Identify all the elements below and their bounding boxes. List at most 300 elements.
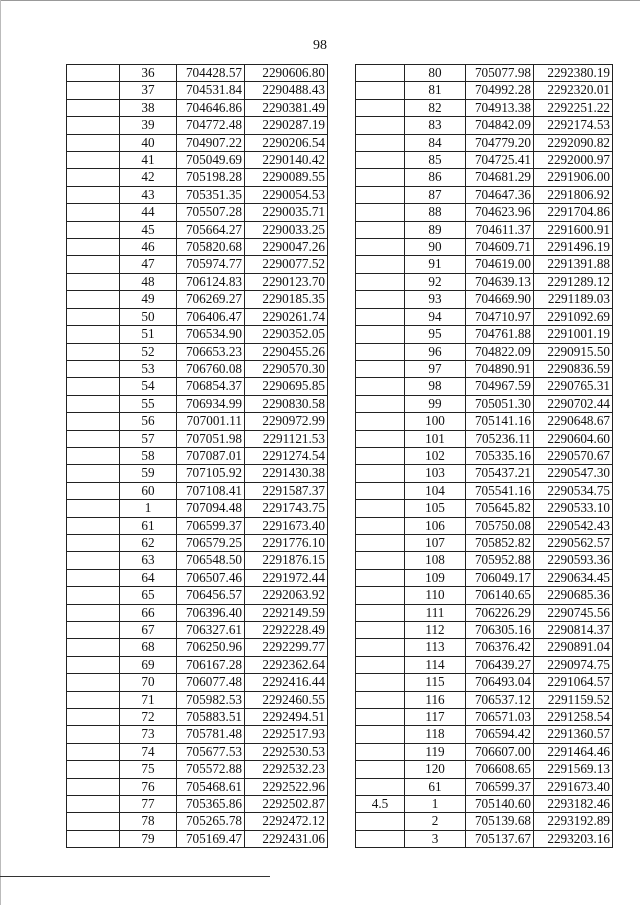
table-row [67, 534, 328, 551]
point-number-cell: 36 [120, 65, 177, 82]
section-cell [356, 169, 405, 186]
x-coordinate-cell: 706599.37 [177, 517, 245, 534]
section-cell [356, 152, 405, 169]
x-coordinate-cell: 706140.65 [466, 587, 534, 604]
table-row [67, 517, 328, 534]
y-coordinate-cell: 2290533.10 [534, 500, 613, 517]
point-number-cell: 101 [405, 430, 466, 447]
table-row [356, 291, 613, 308]
y-coordinate-cell: 2291776.10 [245, 534, 328, 551]
x-coordinate-cell: 706406.47 [177, 308, 245, 325]
point-number-cell: 80 [405, 65, 466, 82]
table-row [356, 169, 613, 186]
x-coordinate-cell: 704619.00 [466, 256, 534, 273]
table-row [67, 482, 328, 499]
section-cell [356, 709, 405, 726]
x-coordinate-cell: 705781.48 [177, 726, 245, 743]
point-number-cell: 92 [405, 273, 466, 290]
y-coordinate-cell: 2290547.30 [534, 465, 613, 482]
x-coordinate-cell: 705852.82 [466, 534, 534, 551]
section-cell [356, 691, 405, 708]
point-number-cell: 63 [120, 552, 177, 569]
point-number-cell: 82 [405, 99, 466, 116]
x-coordinate-cell: 704428.57 [177, 65, 245, 82]
y-coordinate-cell: 2292416.44 [245, 674, 328, 691]
point-number-cell: 59 [120, 465, 177, 482]
table-row [67, 604, 328, 621]
x-coordinate-cell: 704907.22 [177, 134, 245, 151]
x-coordinate-cell: 704967.59 [466, 378, 534, 395]
section-cell [67, 256, 120, 273]
point-number-cell: 39 [120, 117, 177, 134]
table-row [356, 709, 613, 726]
table-row [67, 569, 328, 586]
point-number-cell: 41 [120, 152, 177, 169]
point-number-cell: 91 [405, 256, 466, 273]
y-coordinate-cell: 2290891.04 [534, 639, 613, 656]
y-coordinate-cell: 2293203.16 [534, 830, 613, 847]
point-number-cell: 70 [120, 674, 177, 691]
table-row [67, 465, 328, 482]
x-coordinate-cell: 705645.82 [466, 500, 534, 517]
table-row [356, 569, 613, 586]
table-row [356, 273, 613, 290]
y-coordinate-cell: 2290634.45 [534, 569, 613, 586]
y-coordinate-cell: 2290261.74 [245, 308, 328, 325]
section-cell [67, 291, 120, 308]
point-number-cell: 104 [405, 482, 466, 499]
table-row [356, 99, 613, 116]
section-cell [67, 691, 120, 708]
x-coordinate-cell: 704646.86 [177, 99, 245, 116]
x-coordinate-cell: 706327.61 [177, 622, 245, 639]
section-cell [356, 639, 405, 656]
point-number-cell: 76 [120, 778, 177, 795]
table-row [67, 778, 328, 795]
y-coordinate-cell: 2290542.43 [534, 517, 613, 534]
point-number-cell: 44 [120, 204, 177, 221]
table-row [67, 726, 328, 743]
x-coordinate-cell: 705236.11 [466, 430, 534, 447]
x-coordinate-cell: 706077.48 [177, 674, 245, 691]
y-coordinate-cell: 2292530.53 [245, 743, 328, 760]
point-number-cell: 69 [120, 656, 177, 673]
point-number-cell: 106 [405, 517, 466, 534]
point-number-cell: 1 [405, 796, 466, 813]
point-number-cell: 75 [120, 761, 177, 778]
section-cell [356, 622, 405, 639]
section-cell [67, 221, 120, 238]
section-cell [356, 778, 405, 795]
y-coordinate-cell: 2290089.55 [245, 169, 328, 186]
section-cell [67, 761, 120, 778]
x-coordinate-cell: 706607.00 [466, 743, 534, 760]
point-number-cell: 45 [120, 221, 177, 238]
x-coordinate-cell: 704890.91 [466, 360, 534, 377]
coordinates-table-right [355, 64, 613, 848]
table-row [67, 691, 328, 708]
y-coordinate-cell: 2290488.43 [245, 82, 328, 99]
table-row [67, 743, 328, 760]
x-coordinate-cell: 705169.47 [177, 830, 245, 847]
table-row [67, 186, 328, 203]
y-coordinate-cell: 2291289.12 [534, 273, 613, 290]
point-number-cell: 54 [120, 378, 177, 395]
x-coordinate-cell: 705049.69 [177, 152, 245, 169]
point-number-cell: 102 [405, 447, 466, 464]
y-coordinate-cell: 2290972.99 [245, 413, 328, 430]
y-coordinate-cell: 2290035.71 [245, 204, 328, 221]
point-number-cell: 88 [405, 204, 466, 221]
x-coordinate-cell: 704779.20 [466, 134, 534, 151]
section-cell [356, 360, 405, 377]
y-coordinate-cell: 2292299.77 [245, 639, 328, 656]
point-number-cell: 112 [405, 622, 466, 639]
y-coordinate-cell: 2290648.67 [534, 413, 613, 430]
x-coordinate-cell: 705507.28 [177, 204, 245, 221]
y-coordinate-cell: 2290765.31 [534, 378, 613, 395]
section-cell [356, 761, 405, 778]
point-number-cell: 89 [405, 221, 466, 238]
x-coordinate-cell: 706760.08 [177, 360, 245, 377]
x-coordinate-cell: 706269.27 [177, 291, 245, 308]
x-coordinate-cell: 705265.78 [177, 813, 245, 830]
table-row [356, 656, 613, 673]
x-coordinate-cell: 704647.36 [466, 186, 534, 203]
y-coordinate-cell: 2292472.12 [245, 813, 328, 830]
table-row [356, 326, 613, 343]
x-coordinate-cell: 706439.27 [466, 656, 534, 673]
point-number-cell: 62 [120, 534, 177, 551]
y-coordinate-cell: 2291159.52 [534, 691, 613, 708]
point-number-cell: 55 [120, 395, 177, 412]
section-cell [67, 378, 120, 395]
point-number-cell: 52 [120, 343, 177, 360]
x-coordinate-cell: 706653.23 [177, 343, 245, 360]
section-cell [356, 221, 405, 238]
y-coordinate-cell: 2291001.19 [534, 326, 613, 343]
x-coordinate-cell: 704669.90 [466, 291, 534, 308]
point-number-cell: 1 [120, 500, 177, 517]
section-cell [67, 813, 120, 830]
x-coordinate-cell: 705141.16 [466, 413, 534, 430]
y-coordinate-cell: 2292502.87 [245, 796, 328, 813]
section-cell [67, 395, 120, 412]
table-row [356, 813, 613, 830]
table-row [67, 709, 328, 726]
section-cell [356, 830, 405, 847]
section-cell [356, 656, 405, 673]
point-number-cell: 3 [405, 830, 466, 847]
point-number-cell: 48 [120, 273, 177, 290]
x-coordinate-cell: 705677.53 [177, 743, 245, 760]
x-coordinate-cell: 705351.35 [177, 186, 245, 203]
table-row [356, 308, 613, 325]
point-number-cell: 108 [405, 552, 466, 569]
x-coordinate-cell: 706934.99 [177, 395, 245, 412]
point-number-cell: 2 [405, 813, 466, 830]
section-cell [67, 65, 120, 82]
table-row [67, 326, 328, 343]
y-coordinate-cell: 2290047.26 [245, 239, 328, 256]
y-coordinate-cell: 2291189.03 [534, 291, 613, 308]
table-row [356, 360, 613, 377]
table-row [67, 674, 328, 691]
y-coordinate-cell: 2291430.38 [245, 465, 328, 482]
y-coordinate-cell: 2290604.60 [534, 430, 613, 447]
table-row [356, 778, 613, 795]
point-number-cell: 47 [120, 256, 177, 273]
x-coordinate-cell: 706571.03 [466, 709, 534, 726]
table-row [356, 604, 613, 621]
table-row [356, 726, 613, 743]
y-coordinate-cell: 2291600.91 [534, 221, 613, 238]
point-number-cell: 113 [405, 639, 466, 656]
x-coordinate-cell: 705335.16 [466, 447, 534, 464]
y-coordinate-cell: 2291906.00 [534, 169, 613, 186]
table-row [356, 674, 613, 691]
point-number-cell: 84 [405, 134, 466, 151]
y-coordinate-cell: 2291464.46 [534, 743, 613, 760]
table-row [67, 813, 328, 830]
y-coordinate-cell: 2291673.40 [245, 517, 328, 534]
table-row [356, 552, 613, 569]
section-cell [356, 587, 405, 604]
table-row [356, 343, 613, 360]
point-number-cell: 73 [120, 726, 177, 743]
table-row [67, 378, 328, 395]
x-coordinate-cell: 704611.37 [466, 221, 534, 238]
point-number-cell: 94 [405, 308, 466, 325]
x-coordinate-cell: 705820.68 [177, 239, 245, 256]
y-coordinate-cell: 2292000.97 [534, 152, 613, 169]
section-cell [67, 500, 120, 517]
section-cell [356, 99, 405, 116]
point-number-cell: 81 [405, 82, 466, 99]
section-cell [67, 517, 120, 534]
table-row [67, 430, 328, 447]
section-cell [67, 169, 120, 186]
section-cell [67, 413, 120, 430]
section-cell [67, 134, 120, 151]
table-row [356, 622, 613, 639]
y-coordinate-cell: 2291673.40 [534, 778, 613, 795]
x-coordinate-cell: 705952.88 [466, 552, 534, 569]
section-cell [356, 378, 405, 395]
table-row [67, 239, 328, 256]
y-coordinate-cell: 2290455.26 [245, 343, 328, 360]
table-row [356, 82, 613, 99]
table-row [356, 796, 613, 813]
section-cell [67, 674, 120, 691]
x-coordinate-cell: 705468.61 [177, 778, 245, 795]
point-number-cell: 115 [405, 674, 466, 691]
table-row [356, 500, 613, 517]
section-cell [356, 117, 405, 134]
point-number-cell: 65 [120, 587, 177, 604]
table-row [67, 99, 328, 116]
table-row [356, 587, 613, 604]
x-coordinate-cell: 705077.98 [466, 65, 534, 82]
y-coordinate-cell: 2290033.25 [245, 221, 328, 238]
section-cell [67, 204, 120, 221]
section-cell [67, 482, 120, 499]
x-coordinate-cell: 706507.46 [177, 569, 245, 586]
point-number-cell: 90 [405, 239, 466, 256]
section-cell [67, 778, 120, 795]
y-coordinate-cell: 2292090.82 [534, 134, 613, 151]
y-coordinate-cell: 2292522.96 [245, 778, 328, 795]
table-row [67, 221, 328, 238]
x-coordinate-cell: 704761.88 [466, 326, 534, 343]
y-coordinate-cell: 2291972.44 [245, 569, 328, 586]
table-row [67, 117, 328, 134]
y-coordinate-cell: 2291121.53 [245, 430, 328, 447]
table-row [356, 761, 613, 778]
y-coordinate-cell: 2292149.59 [245, 604, 328, 621]
y-coordinate-cell: 2290974.75 [534, 656, 613, 673]
point-number-cell: 118 [405, 726, 466, 743]
y-coordinate-cell: 2290534.75 [534, 482, 613, 499]
section-cell [67, 82, 120, 99]
x-coordinate-cell: 705982.53 [177, 691, 245, 708]
section-cell [356, 134, 405, 151]
y-coordinate-cell: 2290206.54 [245, 134, 328, 151]
section-cell [356, 447, 405, 464]
table-row [67, 413, 328, 430]
x-coordinate-cell: 707105.92 [177, 465, 245, 482]
page-number: 98 [313, 38, 327, 53]
x-coordinate-cell: 704725.41 [466, 152, 534, 169]
x-coordinate-cell: 706305.16 [466, 622, 534, 639]
table-row [67, 291, 328, 308]
section-cell [67, 709, 120, 726]
table-row [67, 308, 328, 325]
x-coordinate-cell: 706599.37 [466, 778, 534, 795]
section-cell [67, 726, 120, 743]
section-cell [67, 273, 120, 290]
section-cell [67, 465, 120, 482]
point-number-cell: 38 [120, 99, 177, 116]
section-cell [356, 500, 405, 517]
point-number-cell: 99 [405, 395, 466, 412]
table-row [356, 534, 613, 551]
table-row [67, 552, 328, 569]
table-row [356, 134, 613, 151]
x-coordinate-cell: 705051.30 [466, 395, 534, 412]
table-row [67, 256, 328, 273]
x-coordinate-cell: 706493.04 [466, 674, 534, 691]
x-coordinate-cell: 706124.83 [177, 273, 245, 290]
y-coordinate-cell: 2291704.86 [534, 204, 613, 221]
point-number-cell: 71 [120, 691, 177, 708]
y-coordinate-cell: 2291092.69 [534, 308, 613, 325]
x-coordinate-cell: 705137.67 [466, 830, 534, 847]
y-coordinate-cell: 2292431.06 [245, 830, 328, 847]
y-coordinate-cell: 2292380.19 [534, 65, 613, 82]
y-coordinate-cell: 2291806.92 [534, 186, 613, 203]
table-row [67, 204, 328, 221]
point-number-cell: 120 [405, 761, 466, 778]
x-coordinate-cell: 707051.98 [177, 430, 245, 447]
point-number-cell: 97 [405, 360, 466, 377]
section-cell [356, 465, 405, 482]
point-number-cell: 79 [120, 830, 177, 847]
table-row [67, 796, 328, 813]
y-coordinate-cell: 2290745.56 [534, 604, 613, 621]
section-cell [356, 674, 405, 691]
section-cell [67, 622, 120, 639]
table-row [67, 169, 328, 186]
y-coordinate-cell: 2290593.36 [534, 552, 613, 569]
table-row [67, 500, 328, 517]
table-row [356, 482, 613, 499]
x-coordinate-cell: 704681.29 [466, 169, 534, 186]
table-row [67, 360, 328, 377]
section-cell [67, 343, 120, 360]
table-row [356, 378, 613, 395]
section-cell [67, 186, 120, 203]
point-number-cell: 72 [120, 709, 177, 726]
y-coordinate-cell: 2291876.15 [245, 552, 328, 569]
section-cell [356, 186, 405, 203]
y-coordinate-cell: 2290123.70 [245, 273, 328, 290]
section-cell [67, 99, 120, 116]
section-cell [356, 604, 405, 621]
point-number-cell: 107 [405, 534, 466, 551]
point-number-cell: 98 [405, 378, 466, 395]
y-coordinate-cell: 2291391.88 [534, 256, 613, 273]
point-number-cell: 61 [405, 778, 466, 795]
table-row [67, 152, 328, 169]
table-row [356, 743, 613, 760]
x-coordinate-cell: 706250.96 [177, 639, 245, 656]
y-coordinate-cell: 2290287.19 [245, 117, 328, 134]
section-cell [67, 569, 120, 586]
point-number-cell: 68 [120, 639, 177, 656]
x-coordinate-cell: 707087.01 [177, 447, 245, 464]
x-coordinate-cell: 706226.29 [466, 604, 534, 621]
point-number-cell: 53 [120, 360, 177, 377]
table-row [356, 204, 613, 221]
point-number-cell: 56 [120, 413, 177, 430]
table-row [356, 413, 613, 430]
coordinates-table-left [66, 64, 328, 848]
table-row [67, 273, 328, 290]
x-coordinate-cell: 706548.50 [177, 552, 245, 569]
y-coordinate-cell: 2290054.53 [245, 186, 328, 203]
y-coordinate-cell: 2292174.53 [534, 117, 613, 134]
page-left-edge [0, 0, 1, 905]
x-coordinate-cell: 706534.90 [177, 326, 245, 343]
section-cell [356, 204, 405, 221]
x-coordinate-cell: 705572.88 [177, 761, 245, 778]
table-row [67, 639, 328, 656]
y-coordinate-cell: 2291064.57 [534, 674, 613, 691]
y-coordinate-cell: 2292460.55 [245, 691, 328, 708]
table-row [356, 691, 613, 708]
table-row [67, 447, 328, 464]
x-coordinate-cell: 706594.42 [466, 726, 534, 743]
y-coordinate-cell: 2291274.54 [245, 447, 328, 464]
table-row [67, 587, 328, 604]
table-row [356, 447, 613, 464]
y-coordinate-cell: 2290562.57 [534, 534, 613, 551]
section-cell [67, 447, 120, 464]
section-cell [356, 395, 405, 412]
x-coordinate-cell: 704639.13 [466, 273, 534, 290]
section-cell [67, 534, 120, 551]
